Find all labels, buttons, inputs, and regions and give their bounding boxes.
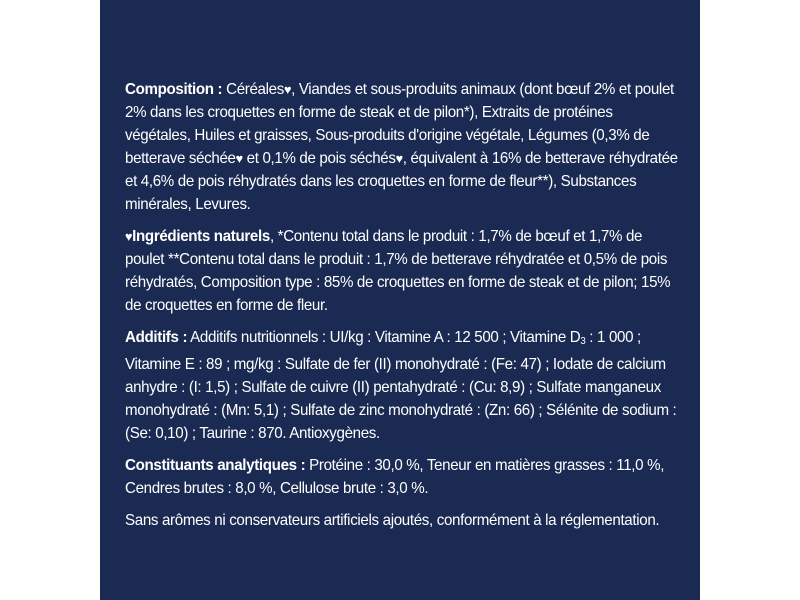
footer-paragraph [125, 509, 678, 532]
analytical-text: Protéine : 30,0 %, Teneur en matières grasses : 11,0 %, Cendres brutes : 8,0 %, Cellulose brute : 3,0 %. [125, 457, 665, 497]
analytical-paragraph [125, 454, 678, 500]
composition-text-1: Céréales [222, 81, 284, 98]
heart-icon: ♥ [283, 82, 292, 97]
analytical-heading: Constituants analytiques : [125, 457, 306, 474]
additives-text-1: Additifs nutritionnels : UI/kg : Vitamine A : 12 500 ; Vitamine D [187, 329, 581, 346]
footer-text: Sans arômes ni conservateurs artificiels ajoutés, conformément à la réglementation. [125, 512, 660, 529]
heart-icon: ♥ [125, 229, 133, 244]
composition-text-4: , équivalent à 16% de betterave réhydratée et 4,6% de pois réhydratés dans les croquettes en forme de fleur**), Substances minérales, Levures. [125, 150, 678, 213]
vitamin-d-subscript: 3 [580, 336, 586, 347]
composition-text-2: , Viandes et sous-produits animaux (dont bœuf 2% et poulet 2% dans les croquettes en forme de steak et de pilon*), Extraits de protéines végétales, Huiles et graisses, Sous-produits d'origine végétale, Légumes (0,3% de betterave séchée [125, 81, 674, 167]
composition-text-3: et 0,1% de pois séchés [242, 150, 396, 167]
natural-ingredients-text: , *Contenu total dans le produit : 1,7% de bœuf et 1,7% de poulet **Contenu total dans le produit : 1,7% de betterave réhydratée et 0,5% de pois réhydratés, Composition type : 85% de croquettes en forme de steak et de pilon; 15% de croquettes en forme de fleur. [125, 228, 671, 314]
additives-text-2: : 1 000 ; Vitamine E : 89 ; mg/kg : Sulfate de fer (II) monohydraté : (Fe: 47) ; Iodate de calcium anhydre : (I: 1,5) ; Sulfate de cuivre (II) pentahydraté : (Cu: 8,9) ; Sulfate manganeux monohydraté : (Mn: 5,1) ; Sulfate de zinc monohydraté : (Zn: 66) ; Sélénite de sodium : (Se: 0,10) ; Taurine : 870. Antioxygènes. [125, 329, 677, 442]
composition-heading: Composition : [125, 81, 223, 98]
label-panel [100, 0, 700, 600]
heart-icon: ♥ [235, 151, 243, 166]
additives-heading: Additifs : [125, 329, 188, 346]
natural-ingredients-paragraph [125, 225, 678, 317]
natural-ingredients-heading: Ingrédients naturels [132, 228, 270, 245]
heart-icon: ♥ [395, 151, 403, 166]
additives-paragraph [125, 326, 678, 445]
composition-paragraph [125, 78, 678, 216]
